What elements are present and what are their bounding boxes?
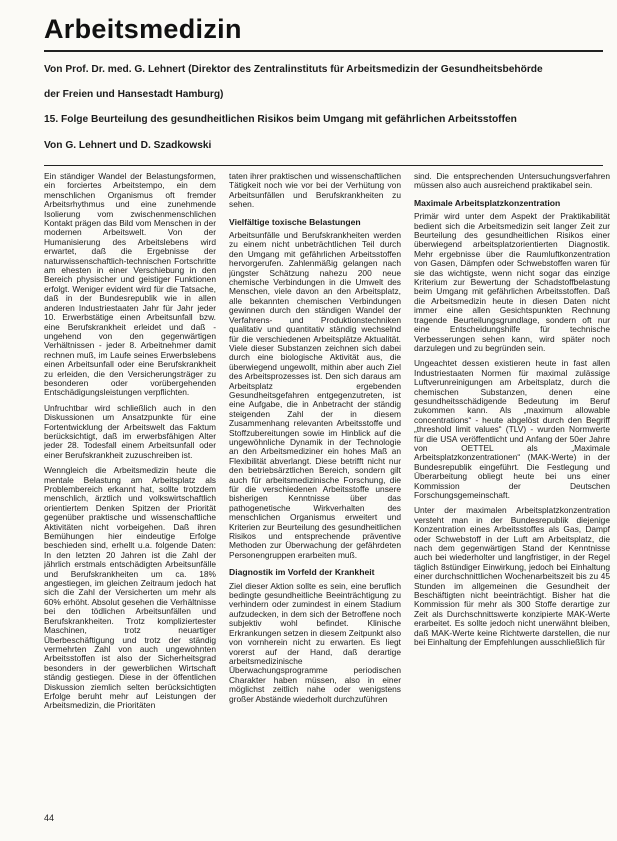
column-3	[414, 172, 610, 812]
authors-line: Von G. Lehnert und D. Szadkowski	[44, 140, 212, 151]
c1-paragraph-2: Unfruchtbar wird schließlich auch in den Diskussionen um Ansatzpunkte für eine Fortentwicklung der Arbeitswelt das Faktum berücksichtigt, daß im erwerbsfähigen Alter jeder 28. Todesfall einem Arbeitsunfall oder einer Berufskrankheit zuzuschreiben ist.	[44, 402, 216, 460]
c2-intro: taten ihrer praktischen und wissenschaftlichen Tätigkeit noch wie vor bei der Verhütung von Arbeitsunfällen und Berufskrankheiten zu sehen.	[229, 172, 401, 210]
page-number: 44	[44, 813, 55, 823]
c2-heading-1: Vielfältige toxische Belastungen	[229, 216, 361, 227]
author-line-2: der Freien und Hansestadt Hamburg)	[44, 89, 224, 100]
c1-paragraph-3: Wenngleich die Arbeitsmedizin heute die mentale Belastung am Arbeitsplatz als Problembereich erkannt hat, sollte trotzdem menschlich, ärztlich und volkswirtschaftlich orientiertem Denken Spitzen der Priorität gegenüber praktische und wissenschaftliche Aktivitäten nicht vorbeigehen. Daß ihren Bemühungen hier eindeutige Erfolge beschieden sind, erhellt u.a. folgende Daten: In den letzten 20 Jahren ist die Zahl der jährlich erstmals entschädigten Arbeitsunfälle und Berufskrankheiten um ca. 18% angestiegen, im gleichen Zeitraum jedoch hat sich die Zahl der Versicherten um mehr als 60% erhöht. Absolut gesehen die Verhältnisse bei den tödlichen Arbeitsunfällen und Berufskrankheiten. Trotz kompliziertester Maschinen, trotz neuartiger Überbeschäftigung und trotz der ständig vermehrten Zahl von auch ungewohnten Arbeitsstoffen ist also der Sicherheitsgrad besonders in der gewerblichen Wirtschaft ständig gestiegen. Diese in der öffentlichen Diskussion ziemlich selten berücksichtigten Erfolge beruht mehr auf Leistungen der Arbeitsmedizin, die Prioritäten	[44, 465, 216, 711]
c3-paragraph-3: Unter der maximalen Arbeitsplatzkonzentration versteht man in der Bundesrepublik diejenige Konzentration eines Arbeitsstoffes als Gas, Dampf oder Schwebstoff in der Luft am Arbeitsplatz, die nach dem gegenwärtigen Stand der Kenntnisse auch bei wiederholter und langfristiger, in der Regel täglich 8stündiger Einwirkung, jedoch bei Einhaltung einer durchschnittlichen Wochenarbeitszeit bis zu 45 Stunden im allgemeinen die Gesundheit der Beschäftigten nicht beeinträchtigt. Bisher hat die Kommission für mehr als 300 Stoffe derartige zur Zeit als Durchschnittswerte konzipierte MAK-Werte erarbeitet. Es sollte jedoch nicht unerwähnt bleiben, daß MAK-Werte keine Richtwerte darstellen, die nur bei Einhaltung der Empfehlungen ausschließlich für	[414, 505, 610, 648]
c3-paragraph-1: Primär wird unter dem Aspekt der Praktikabilität bedient sich die Arbeitsmedizin seit langer Zeit zur Beurteilung des gesundheitlichen Risikos einer überwiegend arbeitsplatzorientierten Diagnostik. Mehr ergebnisse über die Raumluftkonzentration von Gasen, Dämpfen oder Schwebstoffen waren für sie das wichtigste, wenn nicht sogar das einzige Kriterium zur Bewertung der Schadstoffbelastung beim Umgang mit gefährlichen Arbeitsstoffen. Daß die Arbeitsmedizin heute in diesen Daten nicht immer eine allen Gesichtspunkten Rechnung tragende Beurteilungsgrundlage, sondern oft nur eine Entscheidungshilfe für technische Verbesserungen sehen kann, wird später noch darzulegen und zu begründen sein.	[414, 211, 610, 353]
page-title: Arbeitsmedizin	[44, 14, 242, 44]
series-line: 15. Folge Beurteilung des gesundheitlichen Risikos beim Umgang mit gefährlichen Arbeitsstoffen	[44, 114, 517, 125]
column-1	[44, 172, 216, 812]
c2-heading-2: Diagnostik im Vorfeld der Krankheit	[229, 567, 375, 578]
title-divider	[44, 50, 603, 52]
column-2	[229, 172, 401, 812]
c1-paragraph-1: Ein ständiger Wandel der Belastungsformen, ein forciertes Arbeitstempo, ein dem menschlichen Organismus oft fremder Arbeitsrhythmus und eine zunehmende Isolierung vom zwischenmenschlichen Kontakt prägen das Bild vom Menschen in der modernen Arbeitswelt. Von der Humanisierung des Arbeitslebens wird erwartet, daß die Ergebnisse der naturwissenschaftlich-technischen Fortschritte am ehesten in einer Verschiebung in den Bereich physischer und geistiger Funktionen erfolgt. Weniger evident wird für die Tatsache, daß in der Bundesrepublik wie in allen anderen Industriestaaten Jahr für Jahr jeder 10. Erwerbstätige einen Arbeitsunfall bzw. eine Berufskrankheit erleidet und daß - ungehend von den gegenwärtigen Verhältnissen - jeder 8. Arbeitnehmer damit rechnen muß, im Laufe seines Erwerbslebens einen Arbeitsunfall oder eine Berufskrankheit zu erleiden, die den Versicherungsträger zu besonderen oder vorübergehenden Entschädigungsleistungen verpflichten.	[44, 172, 216, 398]
author-line-1: Von Prof. Dr. med. G. Lehnert (Direktor des Zentralinstituts für Arbeitsmedizin der Gesundheitsbehörde	[44, 64, 543, 75]
c3-heading-1: Maximale Arbeitsplatzkonzentration	[414, 197, 561, 208]
c2-paragraph-1: Arbeitsunfälle und Berufskrankheiten werden zu einem nicht unbeträchtlichen Teil durch den Umgang mit gefährlichen Arbeitsstoffen hervorgerufen. Zahlenmäßig gelangen nach jüngster Schätzung nahezu 200 neue chemische Verbindungen in die Umwelt des Menschen, viele davon an den Arbeitsplatz, alle bekannten chemischen Verbindungen gewinnen durch den ständigen Wandel der Verfahrens- und Produktionstechniken qualitativ und quantitativ ständig wechselnd für die verschiedenen Arbeitsplätze Aktualität. Viele dieser Substanzen zeichnen sich dabei durch eine biologische Aktivität aus, die überwiegend ungewollt, mithin aber auch Ziel des Arbeitsprozesses ist. Den sich daraus am Arbeitsplatz ergebenden Gesundheitsgefahren entgegenzutreten, ist eine Aufgabe, die in Anbetracht der ständig steigenden Zahl der in diesem Zusammenhang relevanten Arbeitsstoffe und Stoffzubereitungen sowie im Hinblick auf die ungewöhnliche Dynamik in der Technologie an den Arbeitsmediziner ein hohes Maß an Flexibilität abverlangt. Diese betrifft nicht nur den betriebsärztlichen Bereich, sondern gilt auch für arbeitsmedizinische Forschung, die für die verschiedenen Arbeitsstoffe unsere bisherigen Kenntnisse über das pathogenetische Wirkverhalten des menschlichen Organismus erweitert und Kriterien zur Beurteilung des gesundheitlichen Risikos und entsprechende präventive Methoden zur Überwachung der gefährdeten Personengruppen erarbeiten muß.	[229, 230, 401, 560]
c3-intro: sind. Die entsprechenden Untersuchungsverfahren müssen also auch ausreichend praktikabel sein.	[414, 172, 610, 191]
c3-paragraph-2: Ungeachtet dessen existieren heute in fast allen Industriestaaten Normen für maximal zulässige Luftverunreinigungen am Arbeitsplatz, durch die chemischen Substanzen, denen eine gesundheitsschädigende Bedeutung im Beruf zukommen kann. Als „maximum allowable concentrations“ - heute abgelöst durch den Begriff „threshold limit values“ (TLV) - wurden Normwerte für die USA veröffentlicht und Anfang der 50er Jahre von OETTEL als „Maximale Arbeitsplatzkonzentrationen“ (MAK-Werte) in der Bundesrepublik eingeführt. Die Festlegung und Überarbeitung obliegt heute bei uns einer Kommission der Deutschen Forschungsgemeinschaft.	[414, 358, 610, 500]
header-divider	[44, 165, 603, 166]
c2-paragraph-2: Ziel dieser Aktion sollte es sein, eine beruflich bedingte gesundheitliche Beeinträchtigung zu verhindern oder zumindest in einem Stadium aufzudecken, in dem sich der Betroffene noch subjektiv wohl befindet. Klinische Erkrankungen setzen in diesem Zeitpunkt also von vornherein nicht zu erwarten. Es liegt vorerst auf der Hand, daß derartige arbeitsmedizinische Überwachungsprogramme periodischen Charakter haben müssen, also in einer möglichst zeitlich nahe oder wenigstens großer Abstände wiederholt durchzuführen	[229, 580, 401, 704]
